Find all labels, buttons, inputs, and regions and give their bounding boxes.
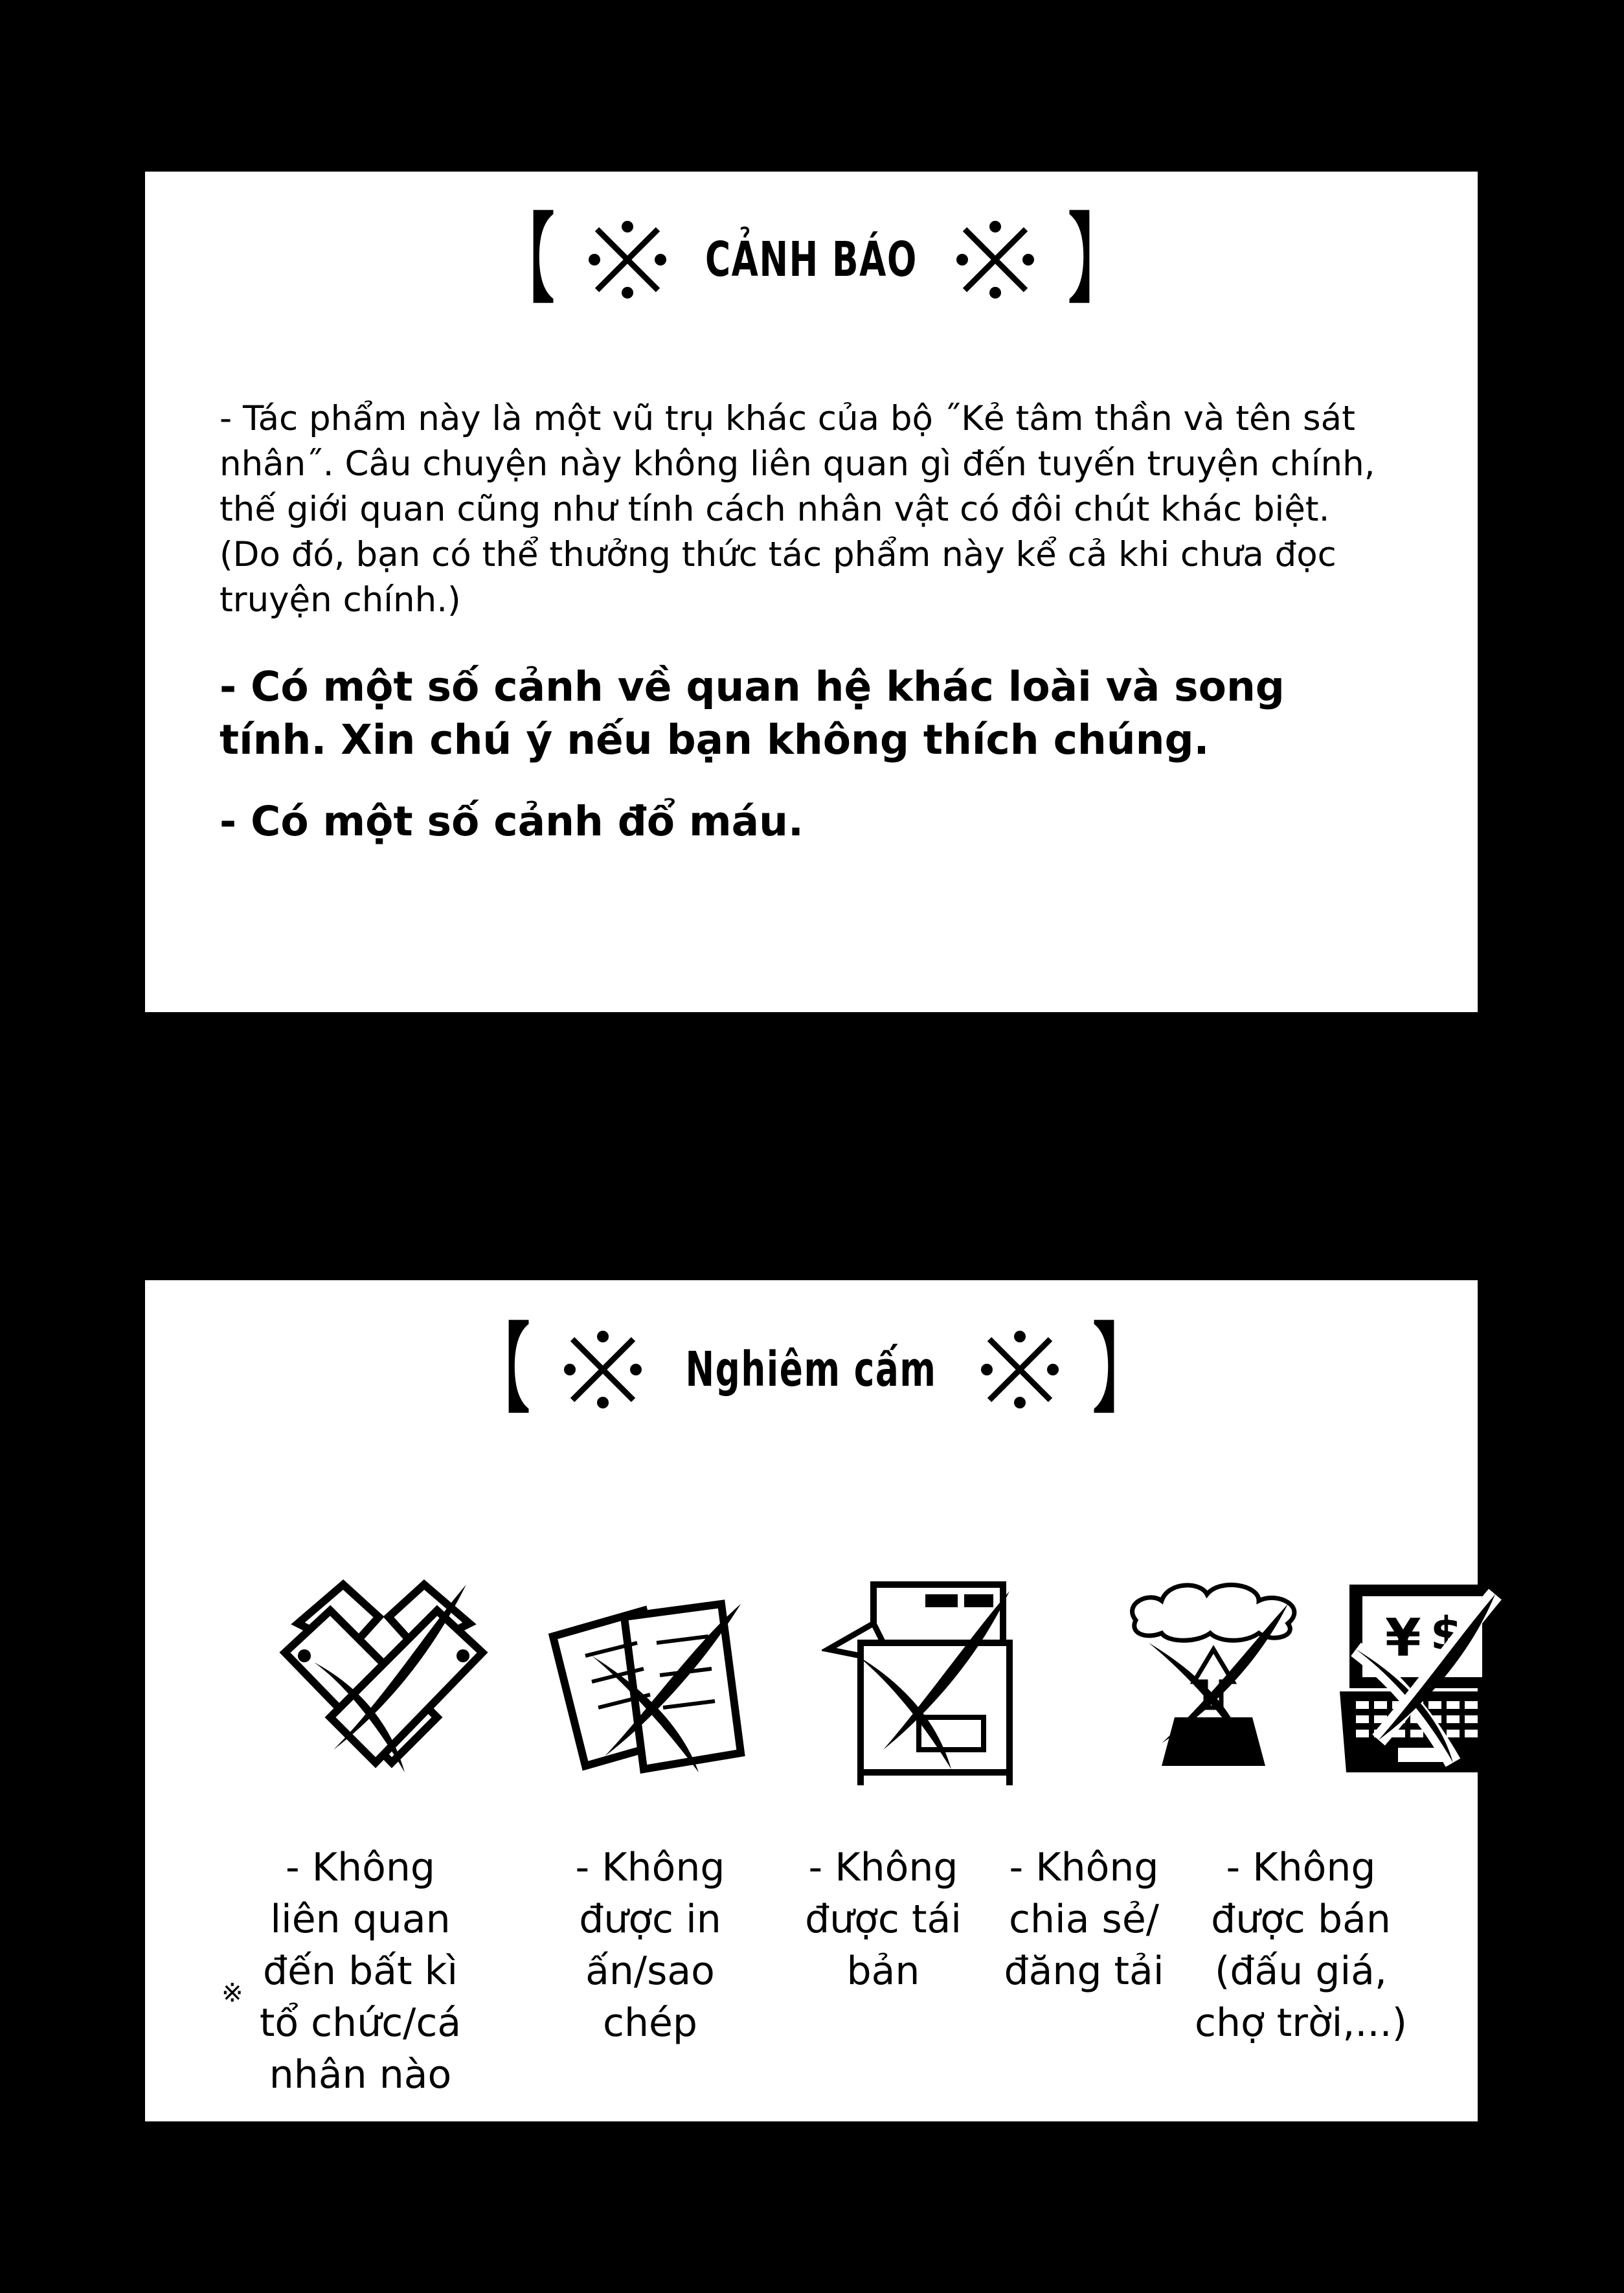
reference-mark-icon [978,1327,1062,1412]
prohibition-title: Nghiêm cấm [685,1342,938,1397]
copier-prohibited-icon [822,1578,1019,1791]
prohibition-heading [145,1313,1478,1427]
reference-mark-icon [953,218,1037,302]
laptop-sale-prohibited-icon [1336,1578,1505,1791]
left-bracket: 【 [501,203,555,317]
print-copy-prohibited-icon [547,1578,754,1791]
prohibition-caption: - Không được tái bản [805,1845,962,1994]
prohibition-caption: - Không được bán (đấu giá, chợ trời,...) [1194,1845,1408,2046]
right-bracket: 】 [1092,1313,1146,1427]
prohibition-caption: - Không liên quan đến bất kì tổ chức/cá nhân nào [259,1845,462,2097]
prohibition-caption: - Không chia sẻ/đăng tải [1004,1845,1164,1994]
left-bracket: 【 [477,1313,530,1427]
warning-title: CẢNH BÁO [705,232,918,288]
svg-text:$: $ [1430,1607,1462,1660]
svg-text:¥: ¥ [1385,1608,1421,1668]
warning-panel [145,172,1478,1012]
warning-item: - Tác phẩm này là một vũ trụ khác của bộ ˝Kẻ tâm thần và tên sát nhân˝. Câu chuyện này không liên quan gì đến tuyến truyện chính, thế giới quan cũng như tính cách nhân vật có đôi chút khác biệt. (Do đó, bạn có thể thưởng thức tác phẩm này kể cả khi chưa đọc truyện chính.) [220,399,1375,620]
warning-item: - Có một số cảnh về quan hệ khác loài và song tính. Xin chú ý nếu bạn không thích chúng. [220,663,1285,763]
warning-item: - Có một số cảnh đổ máu. [220,798,804,845]
handshake-prohibited-icon [272,1578,495,1791]
prohibition-icons [145,1578,1478,1789]
reference-mark-icon [585,218,670,302]
right-bracket: 】 [1068,203,1122,317]
cloud-upload-prohibited-icon [1123,1578,1307,1791]
note-mark: ※ [221,1978,243,2008]
warning-heading [145,203,1478,317]
prohibition-panel [145,1280,1478,2121]
prohibition-caption: - Không được in ấn/sao chép [575,1845,725,2046]
reference-mark-icon [561,1327,645,1412]
